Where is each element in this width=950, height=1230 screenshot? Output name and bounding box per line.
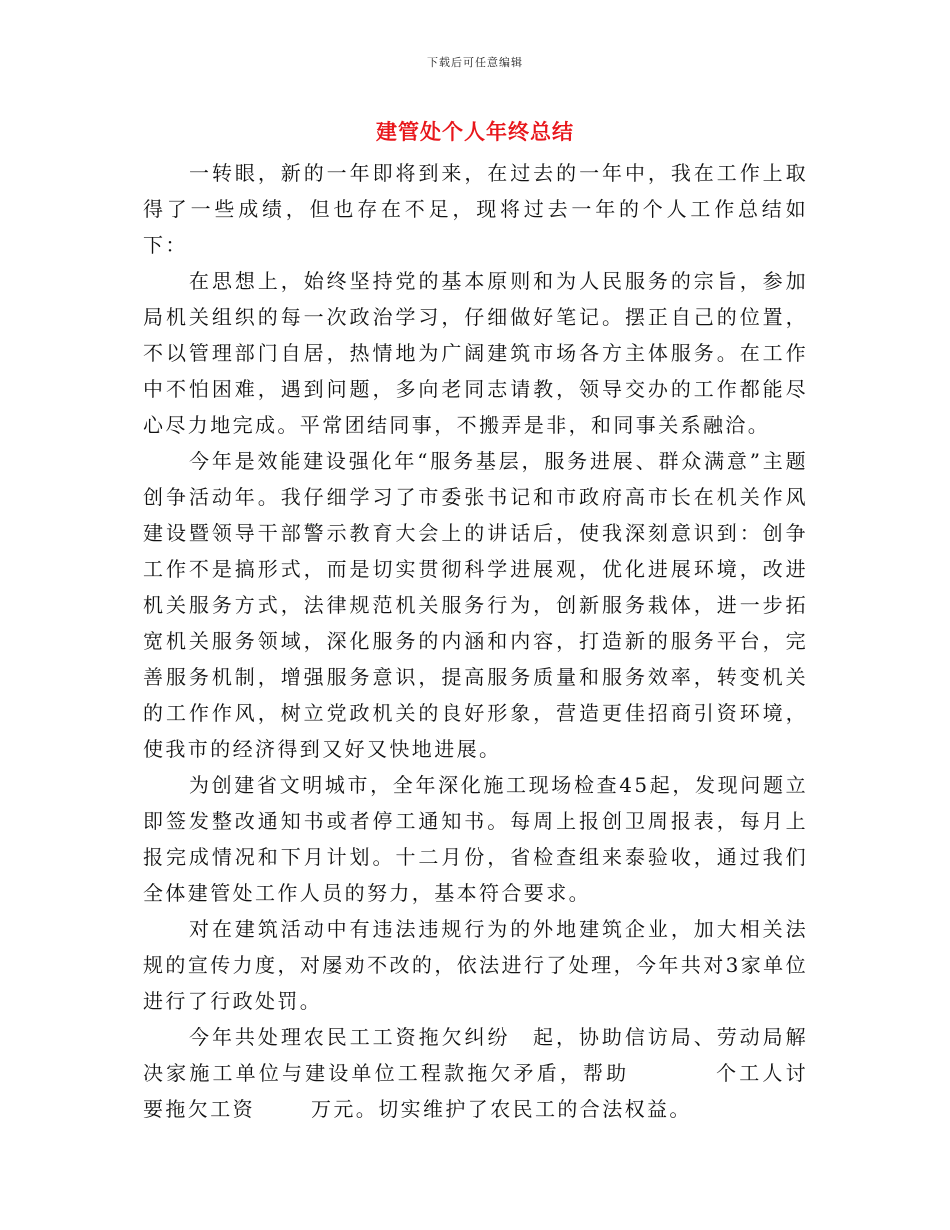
paragraph-efficiency-campaign: 今年是效能建设强化年“服务基层，服务进展、群众满意”主题创争活动年。我仔细学习了市委张书记和市政府高市长在机关作风建设暨领导干部警示教育大会上的讲话后，使我深刻意识到：创争工作不是搞形式，而是切实贯彻科学进展观，优化进展环境，改进机关服务方式，法律规范机关服务行为，创新服务栽体，进一步拓宽机关服务领域，深化服务的内涵和内容，打造新的服务平台，完善服务机制，增强服务意识，提高服务质量和服务效率，转变机关的工作作风，树立党政机关的良好形象，营造更佳招商引资环境，使我市的经济得到又好又快地进展。 — [143, 449, 808, 761]
page-header-note: 下载后可任意编辑 — [427, 56, 523, 69]
wages-text-part1: 今年共处理农民工工资拖欠纠纷 — [189, 1025, 511, 1049]
wages-text-part3: 个工人讨要拖欠工资 — [143, 1061, 808, 1121]
wages-text-part4: 万元。切实维护了农民工的合法权益。 — [311, 1097, 692, 1121]
paragraph-civilized-city: 为创建省文明城市，全年深化施工现场检查45起，发现问题立即签发整改通知书或者停工通知书。每周上报创卫周报表，每月上报完成情况和下月计划。十二月份，省检查组来泰验收，通过我们全体建管处工作人员的努力，基本符合要求。 — [143, 773, 808, 905]
document-body — [143, 155, 808, 1127]
wages-text-part2: 起，协助信访局、劳动局解决家施工单位与建设单位工程款拖欠矛盾，帮助 — [143, 1025, 808, 1085]
paragraph-migrant-wages — [143, 1019, 808, 1127]
paragraph-penalties: 对在建筑活动中有违法违规行为的外地建筑企业，加大相关法规的宣传力度，对屡劝不改的，依法进行了处理，今年共对3家单位进行了行政处罚。 — [143, 917, 808, 1013]
paragraph-intro: 一转眼，新的一年即将到来，在过去的一年中，我在工作上取得了一些成绩，但也存在不足，现将过去一年的个人工作总结如下： — [143, 161, 808, 257]
paragraph-ideology: 在思想上，始终坚持党的基本原则和为人民服务的宗旨，参加局机关组织的每一次政治学习，仔细做好笔记。摆正自己的位置，不以管理部门自居，热情地为广阔建筑市场各方主体服务。在工作中不怕困难，遇到问题，多向老同志请教，领导交办的工作都能尽心尽力地完成。平常团结同事，不搬弄是非，和同事关系融洽。 — [143, 269, 808, 437]
document-title: 建管处个人年终总结 — [376, 119, 574, 144]
